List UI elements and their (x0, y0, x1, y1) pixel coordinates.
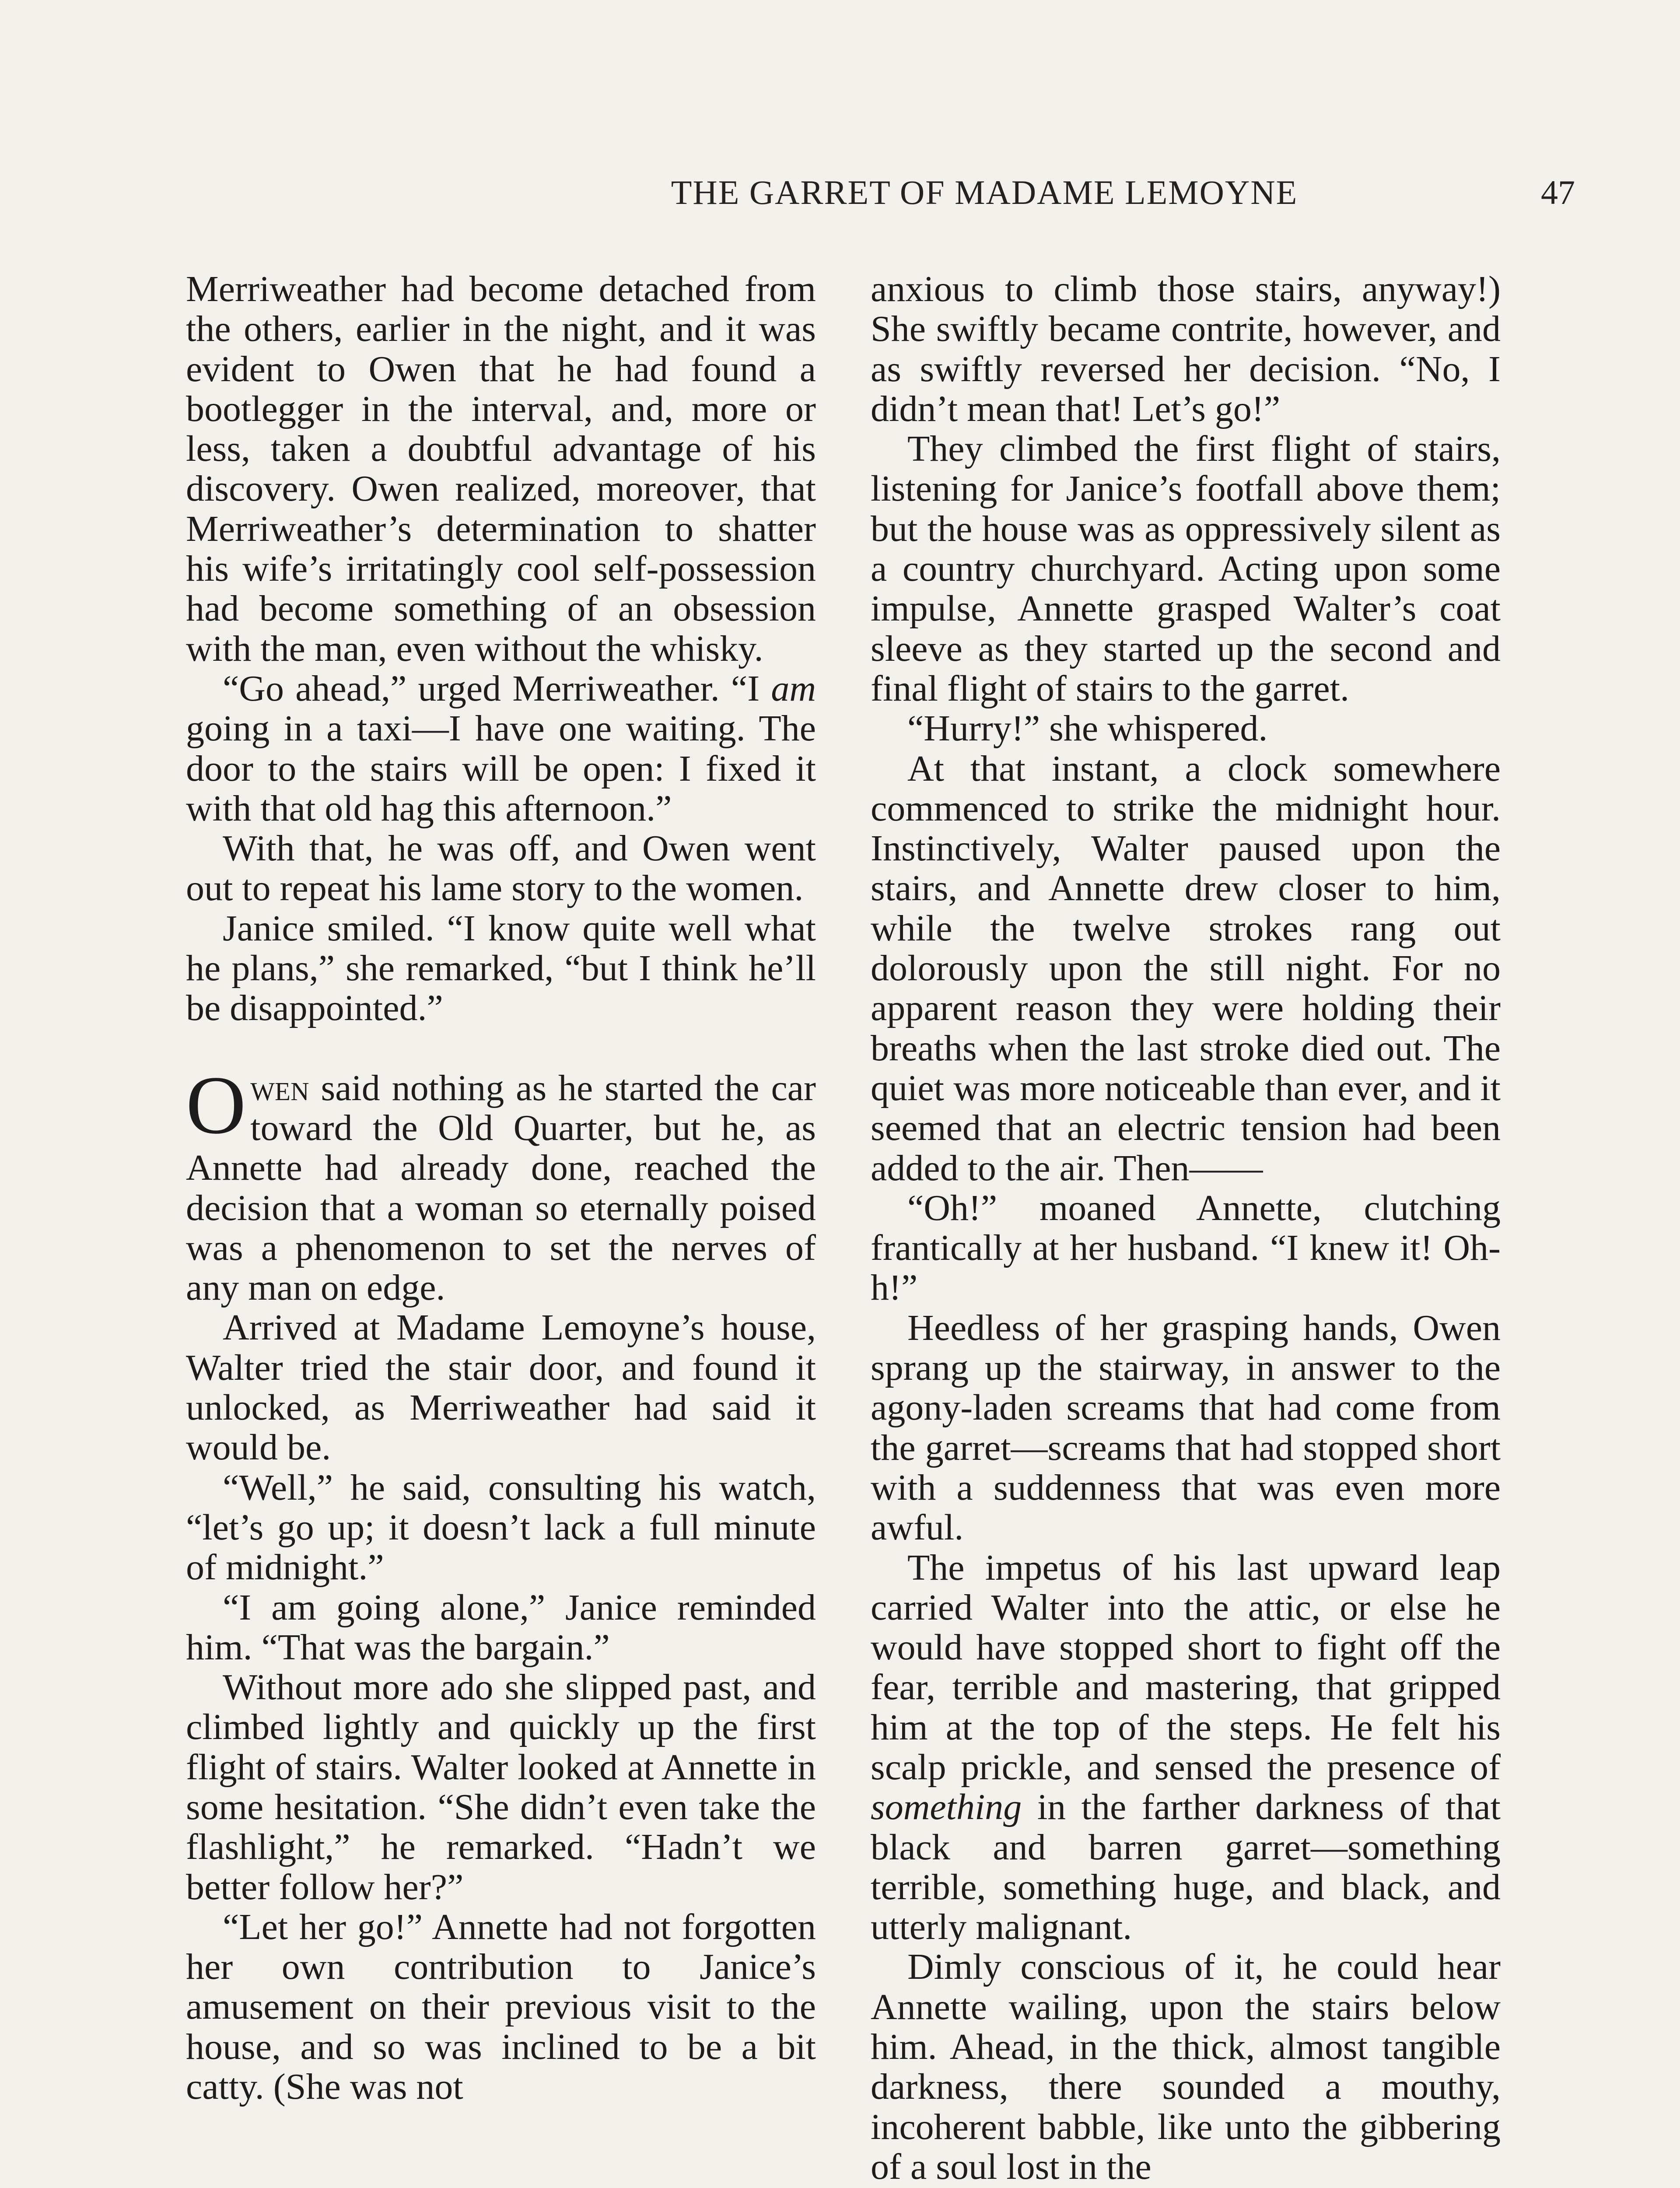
paragraph: Heedless of her grasping hands, Owen sprang up the stairway, in answer to the agony-laden screams that had come from the garret—screams that had stopped short with a suddenness that was even more awful. (871, 1307, 1501, 1548)
left-column (186, 269, 816, 2107)
paragraph: anxious to climb those stairs, anyway!) She swiftly became contrite, however, and as swiftly reversed her decision. “No, I didn’t mean that! Let’s go!” (871, 269, 1501, 429)
drop-cap: O (186, 1059, 246, 1151)
paragraph: Without more ado she slipped past, and climbed lightly and quickly up the first flight of stairs. Walter looked at Annette in some hesitation. “She didn’t even take the flashlight,” he remarked. “Hadn’t we better follow her?” (186, 1667, 816, 1907)
paragraph: “Oh!” moaned Annette, clutching frantically at her husband. “I knew it! Oh-h!” (871, 1187, 1501, 1308)
paragraph: With that, he was off, and Owen went out to repeat his lame story to the women. (186, 828, 816, 909)
paragraph (186, 669, 816, 828)
paragraph: “Hurry!” she whispered. (907, 708, 1268, 749)
paragraph: At that instant, a clock somewhere commenced to strike the midnight hour. Instinctively, Walter paused upon the stairs, and Annette drew closer to him, while the twelve strokes rang out dolorously upon the still night. For no apparent reason they were holding their breaths when the last stroke died out. The quiet was more noticeable than ever, and it seemed that an electric tension had been added to the air. Then—— (871, 748, 1501, 1189)
text-run: said nothing as he started the car toward the Old Quarter, but he, as Annette had already done, reached the decision that a woman so eternally poised was a phenomenon to set the nerves of any man on edge. (186, 1067, 816, 1308)
section-break (186, 1028, 816, 1068)
paragraph: “Let her go!” Annette had not forgotten her own contribution to Janice’s amusement on their previous visit to the house, and so was inclined to be a bit catty. (She was not (186, 1906, 816, 2107)
small-caps-lead: wen (250, 1067, 309, 1108)
text-run: “Go ahead,” urged Merriweather. “I (223, 668, 771, 709)
paragraph: Dimly conscious of it, he could hear Annette wailing, upon the stairs below him. Ahead, in the thick, almost tangible darkness, there sounded a mouthy, incoherent babble, like unto the gibbering of a soul lost in the (871, 1946, 1501, 2187)
paragraph: Merriweather had become detached from the others, earlier in the night, and it was evident to Owen that he had found a bootlegger in the interval, and, more or less, taken a doubtful advantage of his discovery. Owen realized, moreover, that Merriweather’s determination to shatter his wife’s irritatingly cool self-possession had become something of an obsession with the man, even without the whisky. (186, 269, 816, 669)
paragraph: They climbed the first flight of stairs, listening for Janice’s footfall above them; but the house was as oppressively silent as a country churchyard. Acting upon some impulse, Annette grasped Walter’s coat sleeve as they started up the second and final flight of stairs to the garret. (871, 428, 1501, 709)
right-column (871, 269, 1501, 2187)
text-run: going in a taxi—I have one waiting. The door to the stairs will be open: I fixed it with that old hag this afternoon.” (186, 708, 816, 829)
emphasis: something (871, 1787, 1022, 1828)
paragraph-with-drop-cap (186, 1059, 816, 1308)
paragraph: Arrived at Madame Lemoyne’s house, Walter tried the stair door, and found it unlocked, as Merriweather had said it would be. (186, 1307, 816, 1468)
emphasis: am (771, 668, 816, 709)
page-number: 47 (1541, 173, 1575, 211)
paragraph: “I am going alone,” Janice reminded him. “That was the bargain.” (186, 1587, 816, 1668)
text-run: in the farther darkness of that black and barren garret—something terrible, something huge, and black, and utterly malignant. (871, 1787, 1501, 1948)
paragraph (871, 1548, 1501, 1947)
paragraph: Janice smiled. “I know quite well what he plans,” she remarked, “but I think he’ll be disappointed.” (186, 908, 816, 1029)
text-run: The impetus of his last upward leap carried Walter into the attic, or else he would have stopped short to fight off the fear, terrible and mastering, that gripped him at the top of the steps. He felt his scalp prickle, and sensed the presence of (871, 1547, 1501, 1788)
paragraph: “Well,” he said, consulting his watch, “let’s go up; it doesn’t lack a full minute of midnight.” (186, 1467, 816, 1588)
running-head-title: THE GARRET OF MADAME LEMOYNE (671, 173, 1298, 211)
